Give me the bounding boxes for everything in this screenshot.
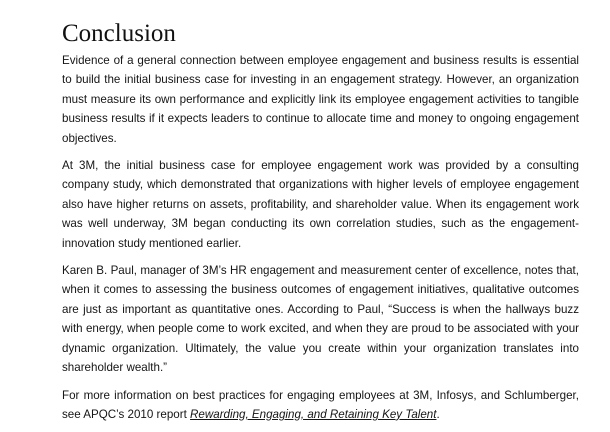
document-page bbox=[62, 20, 579, 432]
section-heading: Conclusion bbox=[62, 20, 176, 47]
more-info-end: . bbox=[436, 407, 440, 421]
paragraph-karen-paul-quote: Karen B. Paul, manager of 3M’s HR engagement and measurement center of excellence, notes that, when it comes to assessing the business outcomes of engagement initiatives, qualitative outcomes are just as important as quantitative ones. According to Paul, “Success is when the hallways buzz with energy, when people come to work excited, and when they are proud to be associated with your dynamic organization. Ultimately, the value you create within your organization translates into shareholder wealth.” bbox=[62, 264, 579, 375]
paragraph-3m-business-case: At 3M, the initial business case for employee engagement work was provided by a consulting company study, which demonstrated that organizations with higher levels of employee engagement also have higher returns on assets, profitability, and shareholder value. When its engagement work was well underway, 3M began conducting its own correlation studies, such as the engagement-innovation study mentioned earlier. bbox=[62, 159, 579, 250]
paragraph-more-information bbox=[62, 386, 579, 425]
report-title-link[interactable]: Rewarding, Engaging, and Retaining Key Talent bbox=[190, 407, 437, 421]
paragraph-evidence: Evidence of a general connection between employee engagement and business results is essential to build the initial business case for investing in an engagement strategy. However, an organization must measure its own performance and explicitly link its employee engagement activities to tangible business results if it expects leaders to continue to allocate time and money to ongoing engagement objectives. bbox=[62, 54, 579, 145]
more-info-text: For more information on best practices for engaging employees at 3M, Infosys, and Schlumberger, see APQC’s 2010 report bbox=[62, 388, 579, 421]
